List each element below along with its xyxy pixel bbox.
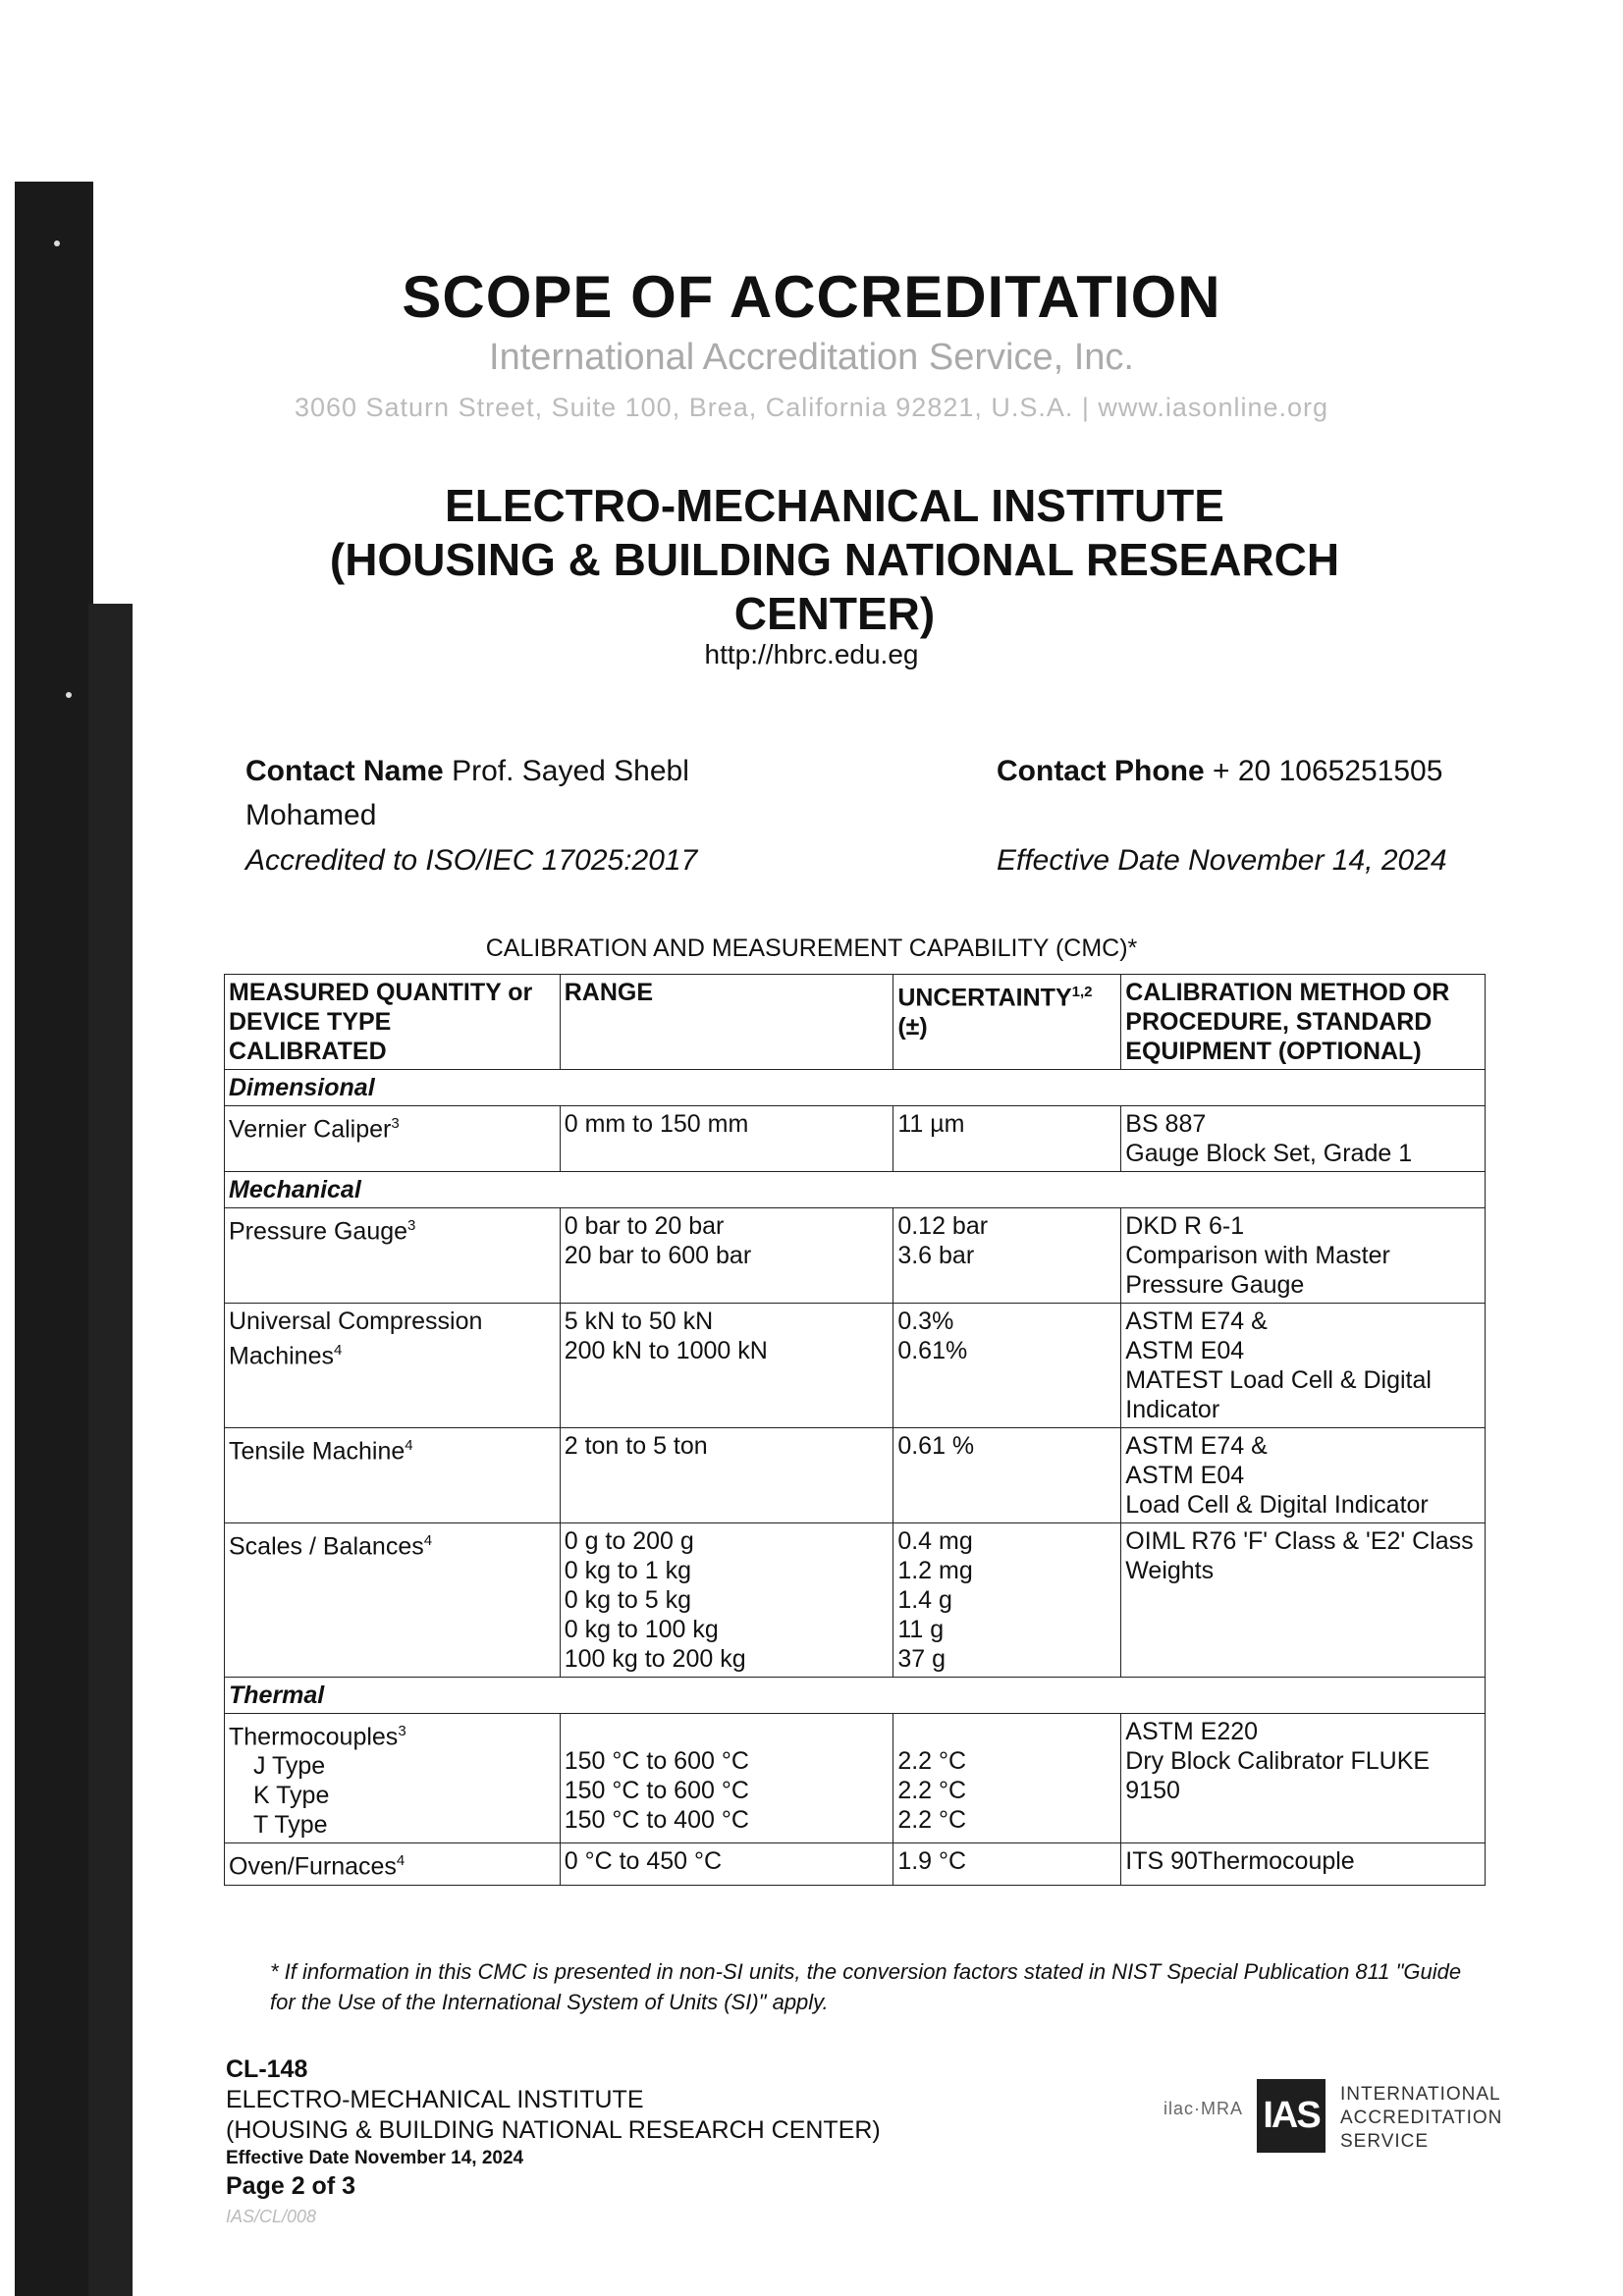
unc-line: 2.2 °C (897, 1806, 967, 1834)
range-line: 150 °C to 600 °C (564, 1747, 749, 1775)
footer-faint-code: IAS/CL/008 (226, 2207, 317, 2226)
uncertainty-cell: 1.9 °C (893, 1843, 1121, 1885)
unc-line: 2.2 °C (897, 1747, 967, 1775)
scan-edge-inner (88, 604, 133, 2296)
quantity-cell (225, 1428, 561, 1523)
quantity-cell (225, 1843, 561, 1885)
cmc-footnote: * If information in this CMC is presented in non-SI units, the conversion factors stated in NIST Special Publication 811 "Guide for the Use of the International System of Units (SI)" apply. (270, 1959, 1462, 2014)
method-line: Gauge Block Set, Grade 1 (1125, 1140, 1413, 1167)
cmc-table (224, 974, 1486, 1886)
unc-line: 1.2 mg (897, 1557, 973, 1584)
table-row (225, 1304, 1486, 1428)
range-line: 200 kN to 1000 kN (564, 1337, 768, 1364)
range-cell (560, 1523, 893, 1678)
method-line: ASTM E74 & (1125, 1308, 1268, 1335)
table-header-row (225, 975, 1486, 1070)
footer-logos (1163, 2079, 1507, 2158)
thermocouple-type: T Type (253, 1811, 328, 1840)
method-line: Load Cell & Digital Indicator (1125, 1491, 1429, 1519)
section-dimensional: Dimensional (225, 1070, 1486, 1106)
header-quantity: MEASURED QUANTITY or DEVICE TYPE CALIBRATED (225, 975, 561, 1070)
scan-speck (66, 692, 72, 698)
footnote-sup: 4 (334, 1342, 343, 1359)
ias-address: 3060 Saturn Street, Suite 100, Brea, California 92821, U.S.A. | www.iasonline.org (294, 393, 1329, 422)
method-cell (1121, 1714, 1486, 1843)
method-cell: OIML R76 'F' Class & 'E2' Class Weights (1121, 1523, 1486, 1678)
uncertainty-cell (893, 1714, 1121, 1843)
table-row (225, 1208, 1486, 1304)
ias-logo-line: INTERNATIONAL (1340, 2084, 1501, 2105)
unc-line: 2.2 °C (897, 1777, 967, 1804)
section-row (225, 1678, 1486, 1714)
unc-line: 11 g (897, 1616, 945, 1643)
contact-name-label: Contact Name (245, 755, 444, 787)
table-row (225, 1106, 1486, 1172)
footnote-sup: 4 (423, 1532, 433, 1549)
quantity-name-line (229, 1717, 556, 1751)
range-cell (560, 1304, 893, 1428)
ias-logo-text (1340, 2083, 1502, 2154)
method-line: ASTM E74 & (1125, 1432, 1268, 1460)
page-number: Page 2 of 3 (226, 2172, 355, 2200)
quantity-name: Universal Compression (229, 1308, 483, 1335)
document-title: SCOPE OF ACCREDITATION (402, 264, 1221, 330)
unc-line: 3.6 bar (897, 1242, 975, 1269)
range-line: 0 kg to 100 kg (564, 1616, 719, 1643)
footnote-sup: 3 (391, 1115, 400, 1132)
contact-phone-label: Contact Phone (997, 755, 1205, 787)
header-method: CALIBRATION METHOD OR PROCEDURE, STANDARD EQUIPMENT (OPTIONAL) (1121, 975, 1486, 1070)
quantity-name: Vernier Caliper (229, 1115, 392, 1144)
range-line: 5 kN to 50 kN (564, 1308, 714, 1335)
header-uncertainty-sup: 1,2 (1071, 984, 1093, 1000)
quantity-name: Scales / Balances (229, 1532, 424, 1561)
method-line: Comparison with Master Pressure Gauge (1125, 1242, 1390, 1299)
method-line: ASTM E04 (1125, 1337, 1245, 1364)
uncertainty-cell (893, 1208, 1121, 1304)
method-line: DKD R 6-1 (1125, 1212, 1245, 1240)
quantity-cell (225, 1714, 561, 1843)
uncertainty-cell: 11 µm (893, 1106, 1121, 1172)
range-line: 0 kg to 5 kg (564, 1586, 691, 1614)
range-line: 0 g to 200 g (564, 1527, 694, 1555)
method-cell (1121, 1106, 1486, 1172)
section-row (225, 1070, 1486, 1106)
unc-line: 0.3% (897, 1308, 954, 1335)
ias-logo: IAS (1257, 2079, 1325, 2153)
quantity-cell (225, 1523, 561, 1678)
ilac-logo: ilac·MRA (1163, 2099, 1244, 2118)
contact-name-block (245, 749, 795, 837)
table-row (225, 1714, 1486, 1843)
table-row (225, 1428, 1486, 1523)
footnote-sup: 4 (405, 1437, 413, 1454)
unc-line: 0.61% (897, 1337, 968, 1364)
section-row (225, 1172, 1486, 1208)
method-cell: ITS 90Thermocouple (1121, 1843, 1486, 1885)
range-cell (560, 1208, 893, 1304)
method-cell (1121, 1208, 1486, 1304)
header-uncertainty-text: UNCERTAINTY (897, 984, 1072, 1012)
table-row (225, 1843, 1486, 1885)
range-cell: 0 mm to 150 mm (560, 1106, 893, 1172)
range-cell (560, 1714, 893, 1843)
method-line: ASTM E220 (1125, 1718, 1259, 1745)
range-cell: 2 ton to 5 ton (560, 1428, 893, 1523)
range-cell: 0 °C to 450 °C (560, 1843, 893, 1885)
quantity-cell (225, 1208, 561, 1304)
unc-line: 0.12 bar (897, 1212, 989, 1240)
section-thermal: Thermal (225, 1678, 1486, 1714)
method-line: MATEST Load Cell & Digital Indicator (1125, 1366, 1432, 1423)
thermocouple-type: J Type (253, 1752, 326, 1781)
footer-org2: (HOUSING & BUILDING NATIONAL RESEARCH CENTER) (226, 2116, 881, 2144)
header-range: RANGE (560, 975, 893, 1070)
uncertainty-cell (893, 1304, 1121, 1428)
contact-name-value2: Mohamed (245, 799, 377, 831)
method-line: Dry Block Calibrator FLUKE 9150 (1125, 1747, 1431, 1804)
contact-name-value: Prof. Sayed Shebl (452, 755, 689, 787)
page-footer (226, 2055, 1109, 2232)
scan-edge (15, 182, 93, 2296)
contact-phone-value: + 20 1065251505 (1213, 755, 1443, 787)
org-name-line3: CENTER) (733, 588, 936, 639)
quantity-cell (225, 1106, 561, 1172)
range-line: 100 kg to 200 kg (564, 1645, 746, 1673)
quantity-name: Machines (229, 1342, 334, 1370)
method-line: ASTM E04 (1125, 1462, 1245, 1489)
quantity-cell (225, 1304, 561, 1428)
unc-line: 0.4 mg (897, 1527, 973, 1555)
range-line: 0 kg to 1 kg (564, 1557, 691, 1584)
ias-logo-line: ACCREDITATION (1340, 2108, 1503, 2128)
organization-url[interactable]: http://hbrc.edu.eg (704, 639, 919, 669)
contact-phone-block (997, 749, 1488, 793)
accreditation-standard: Accredited to ISO/IEC 17025:2017 (245, 844, 698, 877)
footer-code: CL-148 (226, 2056, 308, 2083)
quantity-name: Pressure Gauge (229, 1217, 408, 1246)
range-line: 20 bar to 600 bar (564, 1242, 752, 1269)
organization-name (275, 479, 1394, 641)
footer-effective: Effective Date November 14, 2024 (226, 2148, 524, 2168)
unc-line: 1.4 g (897, 1586, 952, 1614)
method-cell (1121, 1428, 1486, 1523)
method-line: BS 887 (1125, 1110, 1207, 1138)
scan-speck (54, 240, 60, 246)
footnote-sup: 3 (398, 1723, 406, 1739)
uncertainty-cell: 0.61 % (893, 1428, 1121, 1523)
range-line: 0 bar to 20 bar (564, 1212, 725, 1240)
footnote-sup: 3 (407, 1217, 416, 1234)
section-mechanical: Mechanical (225, 1172, 1486, 1208)
range-line: 150 °C to 400 °C (564, 1806, 749, 1834)
header-uncertainty (893, 975, 1121, 1070)
quantity-name: Oven/Furnaces (229, 1852, 397, 1881)
effective-date: Effective Date November 14, 2024 (997, 844, 1447, 877)
org-name-line2: (HOUSING & BUILDING NATIONAL RESEARCH (329, 534, 1340, 585)
quantity-name: Tensile Machine (229, 1437, 406, 1466)
uncertainty-cell (893, 1523, 1121, 1678)
thermocouple-type: K Type (253, 1782, 330, 1810)
unc-line: 37 g (897, 1645, 946, 1673)
footnote-sup: 4 (396, 1852, 406, 1870)
footer-org1: ELECTRO-MECHANICAL INSTITUTE (226, 2086, 644, 2113)
method-cell (1121, 1304, 1486, 1428)
quantity-name: Thermocouples (229, 1723, 399, 1751)
cmc-title: CALIBRATION AND MEASUREMENT CAPABILITY (CMC)* (485, 934, 1138, 962)
header-uncertainty-pm: (±) (897, 1013, 928, 1041)
org-name-line1: ELECTRO-MECHANICAL INSTITUTE (445, 480, 1224, 531)
ias-name: International Accreditation Service, Inc. (489, 337, 1134, 378)
range-line: 150 °C to 600 °C (564, 1777, 749, 1804)
ias-logo-line: SERVICE (1340, 2131, 1430, 2152)
table-row (225, 1523, 1486, 1678)
